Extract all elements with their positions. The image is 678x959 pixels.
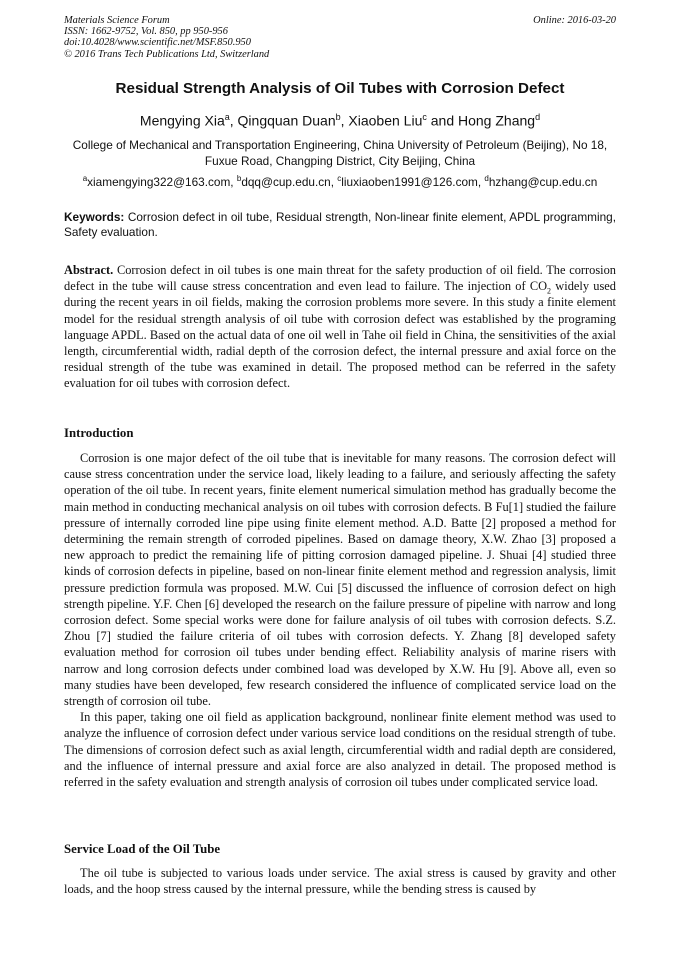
author-name: Qingquan Duan — [237, 112, 336, 129]
author-affil-mark: c — [422, 112, 427, 122]
author-affil-mark: a — [224, 112, 230, 122]
author-name: Hong Zhang — [458, 112, 536, 129]
email-separator: , — [477, 174, 485, 189]
section-heading-introduction: Introduction — [64, 426, 134, 440]
email-mark: b — [236, 174, 242, 183]
author-affil-mark: d — [535, 112, 541, 122]
author-name: Xiaoben Liu — [348, 112, 423, 129]
journal-copyright: © 2016 Trans Tech Publications Ltd, Switzerland — [64, 48, 270, 60]
author-affil-mark: b — [335, 112, 341, 122]
email-separator: , — [330, 174, 338, 189]
service-load-body — [64, 865, 616, 897]
email-link[interactable]: xiamengying322@163.com — [87, 174, 231, 189]
keywords-text: Corrosion defect in oil tube, Residual strength, Non-linear finite element, APDL programming, Safety evaluation. — [64, 210, 616, 240]
author-separator: and — [426, 112, 458, 129]
email-separator: , — [230, 174, 237, 189]
journal-issn: ISSN: 1662-9752, Vol. 850, pp 950-956 — [64, 26, 228, 38]
email-mark: d — [484, 174, 489, 183]
introduction-body — [64, 450, 616, 790]
abstract-text: Corrosion defect in oil tubes is one main threat for the safety production of oil field. The corrosion defect in the tube will cause stress concentration and even lead to failure. The injection of CO — [64, 263, 616, 294]
email-link[interactable]: hzhang@cup.edu.cn — [488, 174, 598, 189]
keywords — [64, 210, 616, 241]
email-mark: a — [82, 174, 88, 183]
abstract-subscript: 2 — [547, 286, 552, 296]
author-name: Mengying Xia — [139, 112, 225, 129]
email-mark: c — [337, 174, 342, 183]
paragraph: In this paper, taking one oil field as application background, nonlinear finite element method was used to analyze the influence of corrosion defect under various service load conditions on the residual strength of tube. The dimensions of corrosion defect such as axial length, circumferential width and radial depth are considered, and the influence of internal pressure and axial force are also analyzed in detail. The proposed method is referred in the safety evaluation and strength analysis of corrosion oil tubes under complicated service load. — [64, 710, 616, 790]
section-heading-service-load: Service Load of the Oil Tube — [64, 842, 221, 856]
journal-doi: doi:10.4028/www.scientific.net/MSF.850.950 — [64, 37, 251, 49]
affiliation: College of Mechanical and Transportation Engineering, China University of Petroleum (Beijing), No 18, Fuxue Road, Changping District, City Beijing, China — [72, 138, 608, 168]
author-list — [64, 112, 616, 129]
journal-name: Materials Science Forum — [64, 15, 170, 26]
email-link[interactable]: liuxiaoben1991@126.com — [341, 174, 478, 189]
paragraph: The oil tube is subjected to various loads under service. The axial stress is caused by gravity and other loads, and the hoop stress caused by the internal pressure, while the bending stress is caused by — [64, 866, 616, 897]
abstract — [64, 262, 616, 392]
email-link[interactable]: dqq@cup.edu.cn — [241, 174, 331, 189]
paragraph: Corrosion is one major defect of the oil tube that is inevitable for many reasons. The corrosion defect will cause stress concentration under the service load, likely leading to a failure, and seriously affecting the safety operation of the oil tube. In recent years, finite element numerical simulation method has gradually become the main method in conducting mechanical analysis on oil tubes with corrosion defects. B Fu[1] studied the failure pressure of internally corroded line pipe using finite element method. A.D. Batte [2] proposed a method for determining the remain strength of corroded pipelines. Based on damage theory, X.W. Zhao [3] proposed a new approach to predict the remaining life of pitting corrosion damaged pipeline. J. Shuai [4] studied three kinds of corrosion defects in pipeline, based on non-linear finite element method and regression analysis, limit pressure prediction formula was proposed. M.W. Cui [5] discussed the influence of corrosion defect on high strength pipeline. Y.F. Chen [6] developed the research on the failure pressure of pipeline with narrow and long corrosion defect. Some special works were done for failure analysis of oil tubes with corrosion defects. S.Z. Zhou [7] studied the failure criteria of oil tubes with corrosion defects. Y. Zhang [8] developed safety evaluation method for corrosion oil tubes under bending effect. Reliability analysis of marine risers with narrow and long corrosion defects under combined load was developed by X.W. Hu [9]. Above all, even so many studies have been developed, few research considered the influence of complicated service load on the strength of corrosion oil tube. — [64, 451, 616, 709]
keywords-label: Keywords: — [64, 210, 125, 224]
journal-header — [64, 15, 616, 60]
online-date: Online: 2016-03-20 — [533, 15, 616, 26]
abstract-label: Abstract. — [64, 263, 114, 277]
author-separator: , — [229, 112, 238, 129]
author-separator: , — [340, 112, 349, 129]
abstract-text-cont: widely used during the recent years in oil fields, making the corrosion problems more severe. In this study a finite element model for the residual strength analysis of oil tube with corrosion defect was established by the programing language APDL. Based on the actual data of one oil well in Tahe oil field in China, the sensitivities of the axial length, circumferential width, radial depth of the corrosion defect, the internal pressure and axial force on the residual strength of the tube was examined in detail. The proposed method can be referred in the safety evaluation for oil tubes with corrosion defect. — [64, 279, 616, 391]
paper-title: Residual Strength Analysis of Oil Tubes with Corrosion Defect — [115, 80, 565, 97]
email-list — [64, 174, 616, 189]
